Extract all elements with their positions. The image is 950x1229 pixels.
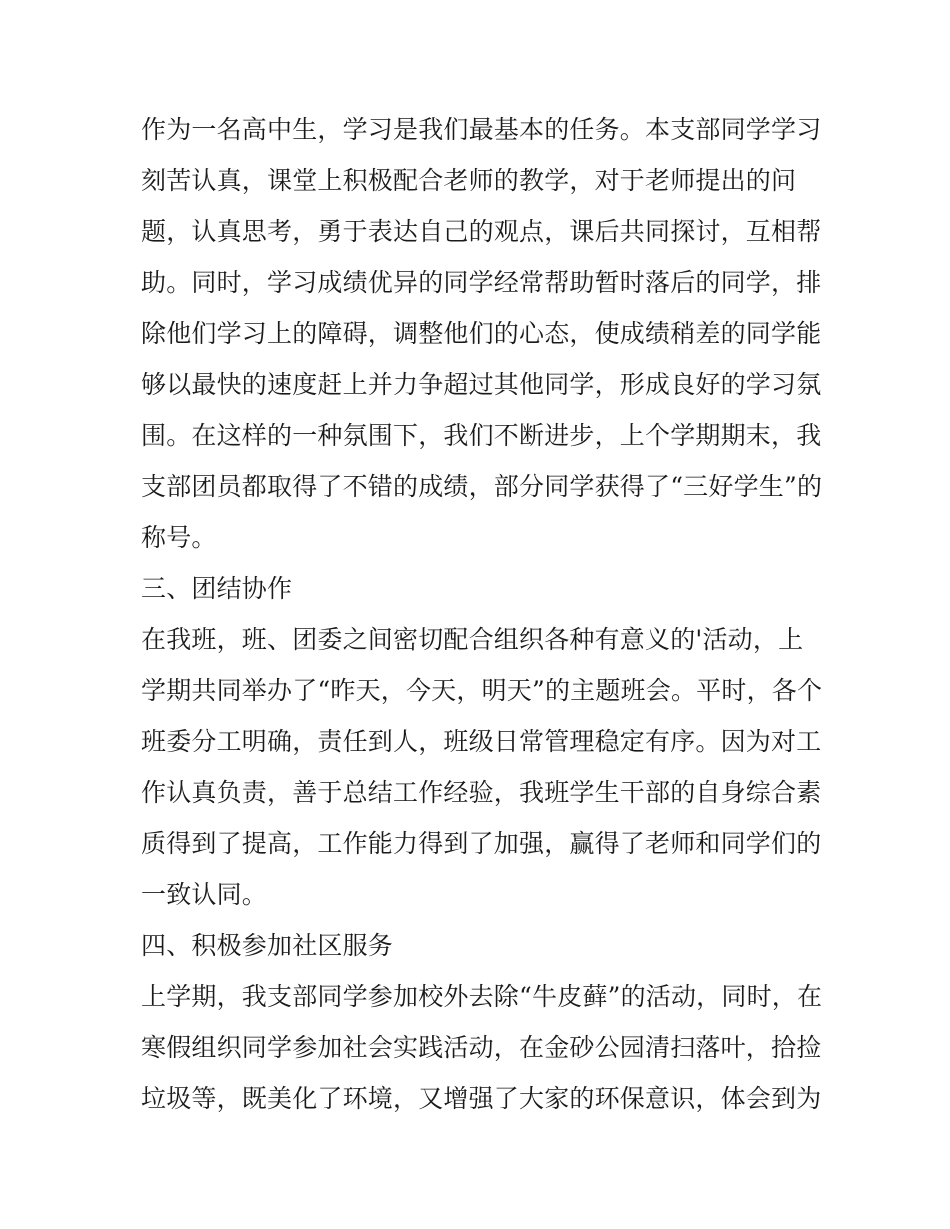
text-line-9: 称号。 [141,523,217,552]
text-line-20: 垃圾等，既美化了环境，又增强了大家的环保意识，体会到为 [141,1084,822,1113]
text-line-8: 支部团员都取得了不错的成绩，部分同学获得了“三好学生”的 [141,472,823,501]
text-line-18: 上学期，我支部同学参加校外去除“牛皮藓”的活动，同时，在 [141,982,823,1011]
text-line-12: 学期共同举办了“昨天，今天，明天”的主题班会。平时，各个 [141,676,823,705]
text-line-2: 刻苦认真，课堂上积极配合老师的教学，对于老师提出的问 [141,166,797,195]
text-line-15: 质得到了提高，工作能力得到了加强，赢得了老师和同学们的 [141,829,822,858]
text-line-14: 作认真负责，善于总结工作经验，我班学生干部的自身综合素 [141,778,822,807]
section-heading-4: 四、积极参加社区服务 [141,931,394,960]
text-line-5: 除他们学习上的障碍，调整他们的心态，使成绩稍差的同学能 [141,319,822,348]
text-line-4: 助。同时，学习成绩优异的同学经常帮助暂时落后的同学，排 [141,268,822,297]
text-line-1: 作为一名高中生，学习是我们最基本的任务。本支部同学学习 [141,115,822,144]
text-line-13: 班委分工明确，责任到人，班级日常管理稳定有序。因为对工 [141,727,822,756]
text-line-19: 寒假组织同学参加社会实践活动，在金砂公园清扫落叶，拾捡 [141,1033,822,1062]
text-line-6: 够以最快的速度赶上并力争超过其他同学，形成良好的学习氛 [141,370,822,399]
document-body [141,104,821,1124]
text-line-3: 题，认真思考，勇于表达自己的观点，课后共同探讨，互相帮 [141,217,822,246]
text-line-7: 围。在这样的一种氛围下，我们不断进步，上个学期期末，我 [141,421,822,450]
text-line-16: 一致认同。 [141,880,268,909]
section-heading-3: 三、团结协作 [141,574,293,603]
text-line-11: 在我班，班、团委之间密切配合组织各种有意义的'活动，上 [141,625,804,654]
